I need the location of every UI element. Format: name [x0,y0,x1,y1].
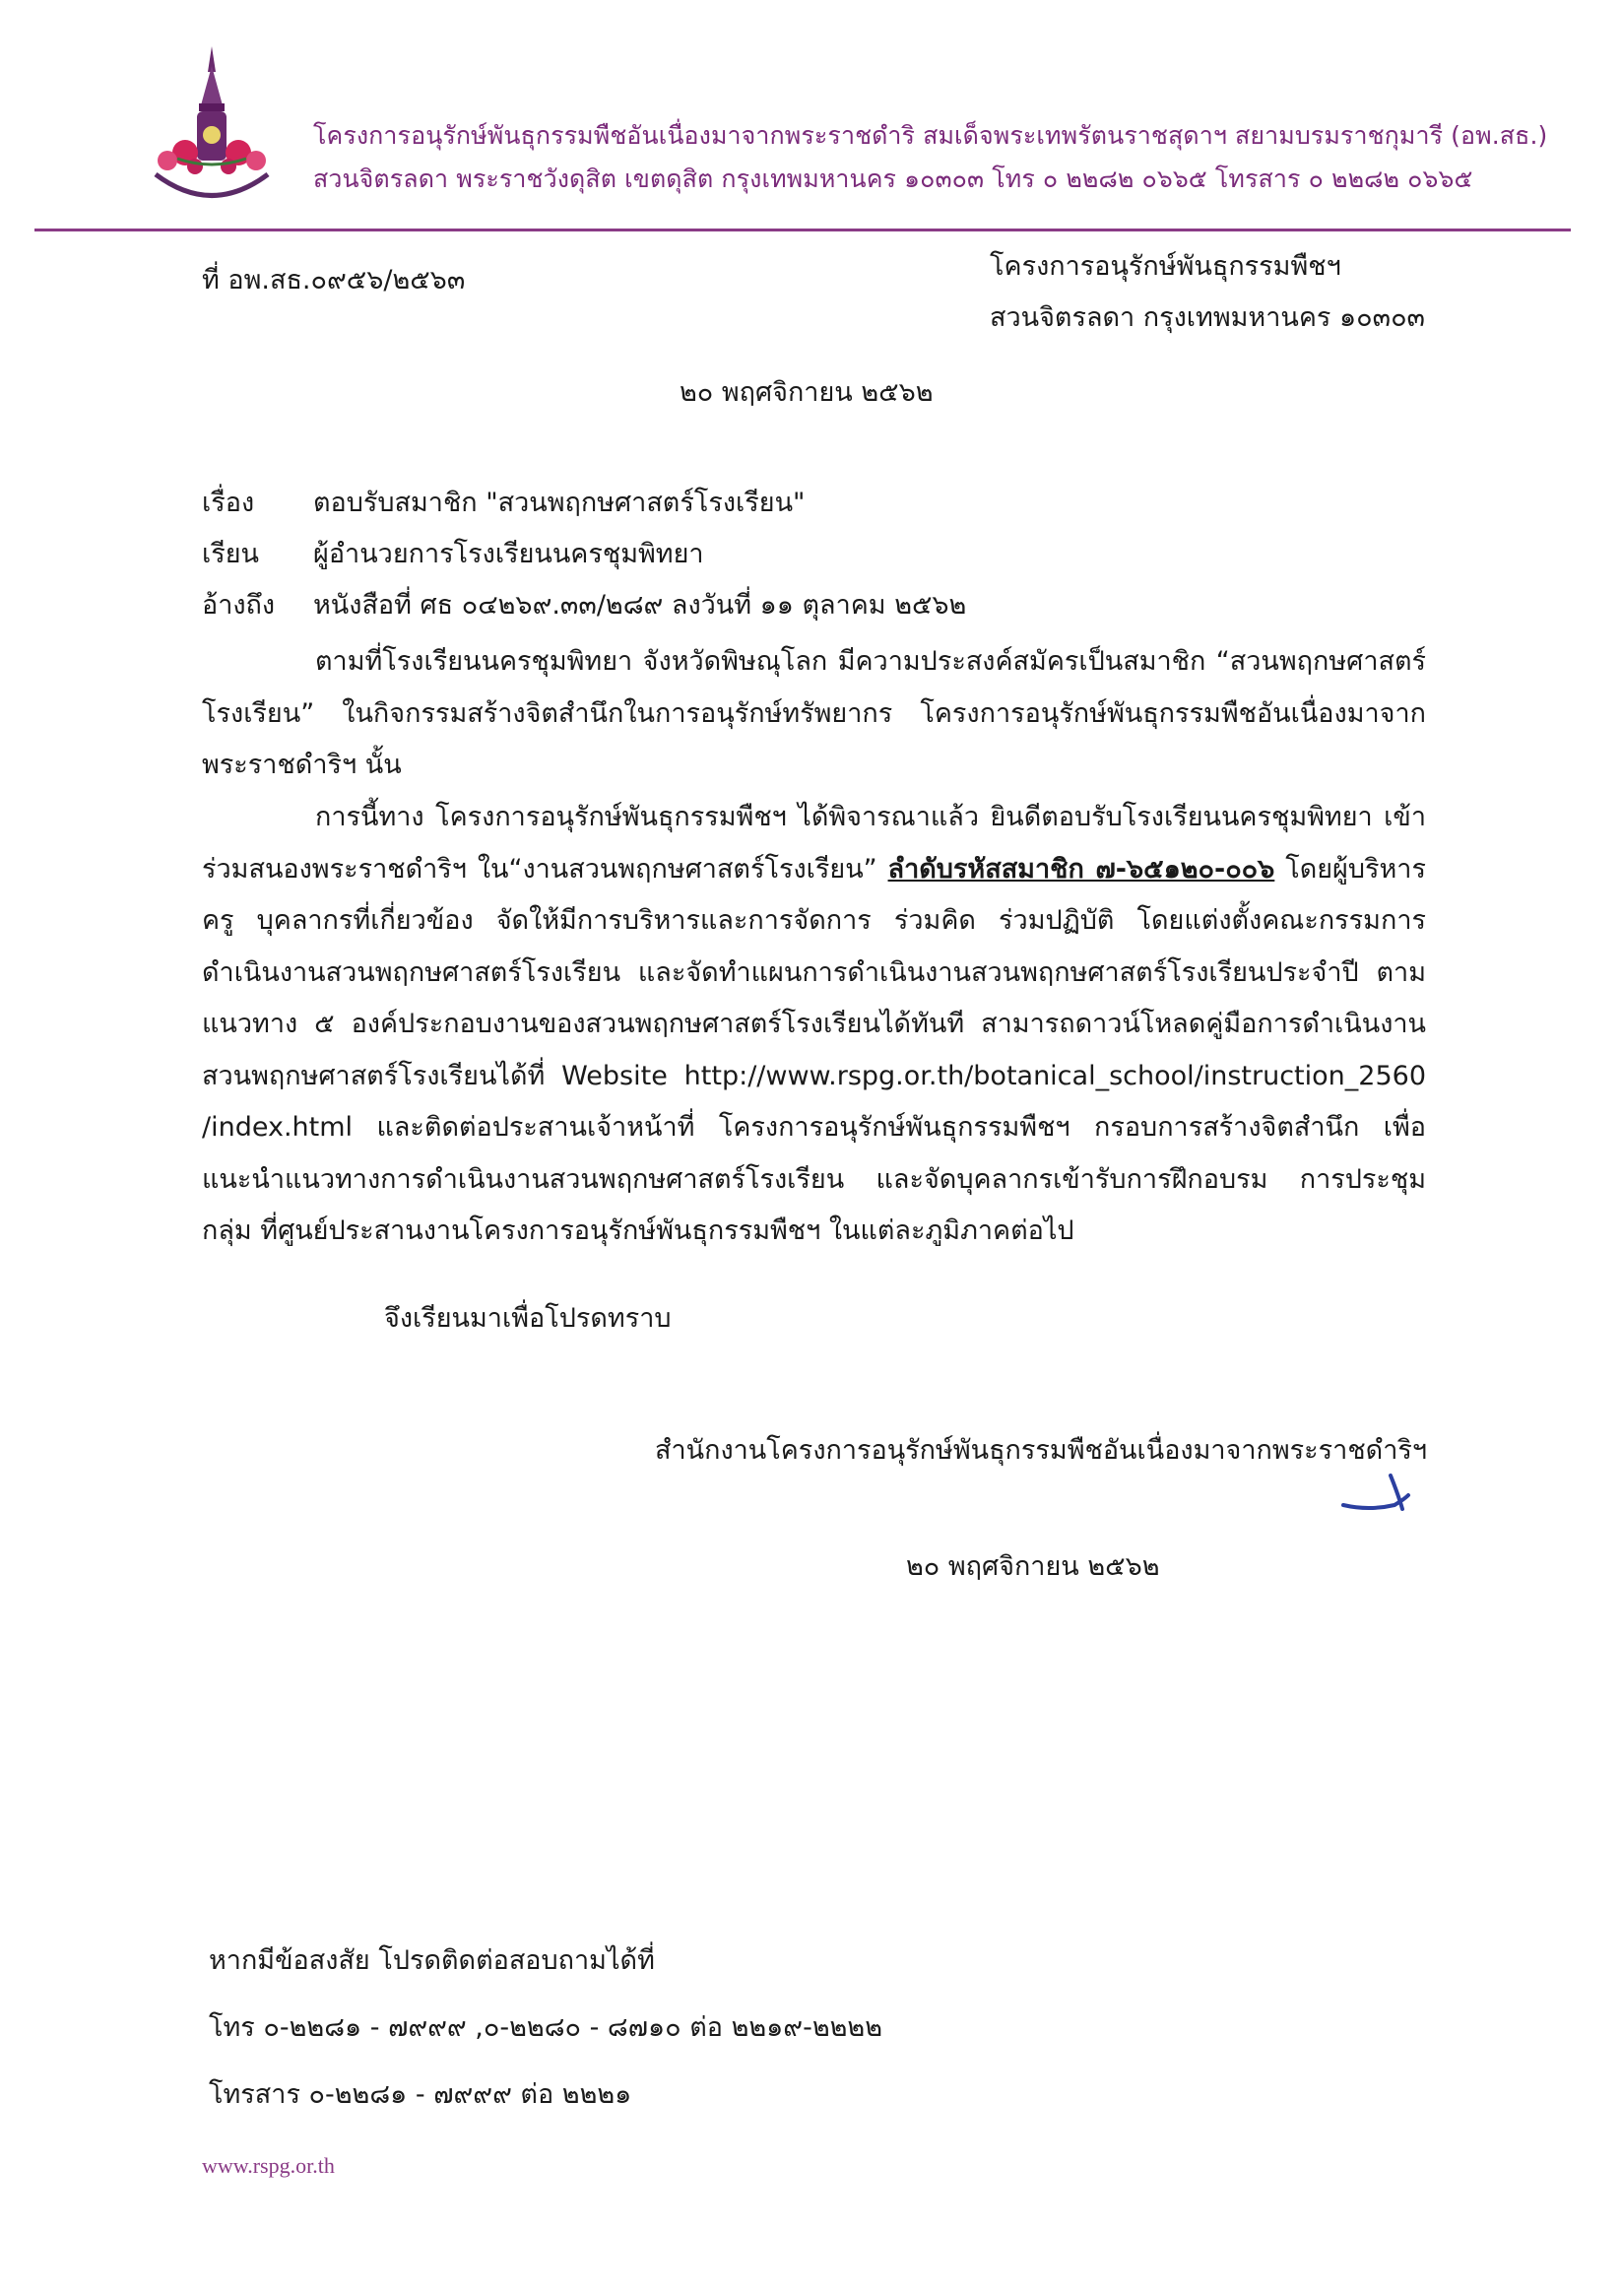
issuing-office: สำนักงานโครงการอนุรักษ์พันธุกรรมพืชอันเนื่องมาจากพระราชดำริฯ [655,1435,1428,1466]
reference-text: หนังสือที่ ศธ ๐๔๒๖๙.๓๓/๒๘๙ ลงวันที่ ๑๑ ตุลาคม ๒๕๖๒ [313,590,967,621]
sender-address: สวนจิตรลดา กรุงเทพมหานคร ๑๐๓๐๓ [990,302,1426,333]
letterhead-organization: โครงการอนุรักษ์พันธุกรรมพืชอันเนื่องมาจากพระราชดำริ สมเด็จพระเทพรัตนราชสุดาฯ สยามบรมราชกุมารี (อพ.สธ.) [313,121,1548,150]
contact-phone: โทร ๐-๒๒๘๑ - ๗๙๙๙ ,๐-๒๒๘๐ - ๘๗๑๐ ต่อ ๒๒๑๙-๒๒๒๒ [209,2012,883,2043]
contact-fax: โทรสาร ๐-๒๒๘๑ - ๗๙๙๙ ต่อ ๒๒๒๑ [209,2079,632,2110]
contact-intro: หากมีข้อสงสัย โปรดติดต่อสอบถามได้ที่ [209,1945,655,1976]
body-paragraph-2 [202,792,1426,1258]
rspg-emblem-logo [138,44,286,212]
letterhead-divider [34,229,1571,231]
member-code: ลำดับรหัสสมาชิก ๗-๖๕๑๒๐-๐๐๖ [887,853,1275,885]
subject-text: ตอบรับสมาชิก "สวนพฤกษศาสตร์โรงเรียน" [313,488,806,518]
recipient-text: ผู้อำนวยการโรงเรียนนครชุมพิทยา [313,539,704,569]
recipient-label: เรียน [202,539,260,569]
body-paragraph-2-rest: โดยผู้บริหาร ครู บุคลากรที่เกี่ยวข้อง จัดให้มีการบริหารและการจัดการ ร่วมคิด ร่วมปฏิบัติ โดยแต่งตั้งคณะกรรมการดำเนินงานสวนพฤกษศาสตร์โรงเรียน และจัดทำแผนการดำเนินงานสวนพฤกษศาสตร์โรงเรียนประจำปี ตามแนวทาง ๕ องค์ประกอบงานของสวนพฤกษศาสตร์โรงเรียนได้ทันที สามารถดาวน์โหลดคู่มือการดำเนินงานสวนพฤกษศาสตร์โรงเรียนได้ที่ Website http://www.rspg.or.th/botanical_school/instruction_2560 /index.html และติดต่อประสานเจ้าหน้าที่ โครงการอนุรักษ์พันธุกรรมพืชฯ กรอบการสร้างจิตสำนึก เพื่อแนะนำแนวทางการดำเนินงานสวนพฤกษศาสตร์โรงเรียน และจัดบุคลากรเข้ารับการฝึกอบรม การประชุมกลุ่ม ที่ศูนย์ประสานงานโครงการอนุรักษ์พันธุกรรมพืชฯ ในแต่ละภูมิภาคต่อไป [202,853,1426,1246]
subject-label: เรื่อง [202,488,255,518]
letterhead-address: สวนจิตรลดา พระราชวังดุสิต เขตดุสิต กรุงเทพมหานคร ๑๐๓๐๓ โทร ๐ ๒๒๘๒ ๐๖๖๕ โทรสาร ๐ ๒๒๘๒ ๐๖๖๕ [313,164,1473,193]
signed-date: ๒๐ พฤศจิกายน ๒๕๖๒ [906,1551,1160,1582]
closing-phrase: จึงเรียนมาเพื่อโปรดทราบ [384,1303,672,1334]
website-link[interactable]: www.rspg.or.th [202,2153,335,2178]
body-paragraph-1: ตามที่โรงเรียนนครชุมพิทยา จังหวัดพิษณุโลก มีความประสงค์สมัครเป็นสมาชิก “สวนพฤกษศาสตร์โรงเรียน” ในกิจกรรมสร้างจิตสำนึกในการอนุรักษ์ทรัพยากร โครงการอนุรักษ์พันธุกรรมพืชอันเนื่องมาจากพระราชดำริฯ นั้น [202,646,1426,780]
signature-mark [1339,1466,1418,1515]
reference-label: อ้างถึง [202,590,276,621]
body-paragraph-2-intro: การนี้ทาง โครงการอนุรักษ์พันธุกรรมพืชฯ ได้พิจารณาแล้ว ยินดีตอบรับโรงเรียนนครชุมพิทยา เข้าร่วมสนองพระราชดำริฯ ใน“งานสวนพฤกษศาสตร์โรงเรียน” [202,802,1426,885]
letter-date: ๒๐ พฤศจิกายน ๒๕๖๒ [680,377,934,408]
reference-number: ที่ อพ.สธ.๐๙๕๖/๒๕๖๓ [202,265,466,295]
sender-name: โครงการอนุรักษ์พันธุกรรมพืชฯ [990,251,1341,282]
